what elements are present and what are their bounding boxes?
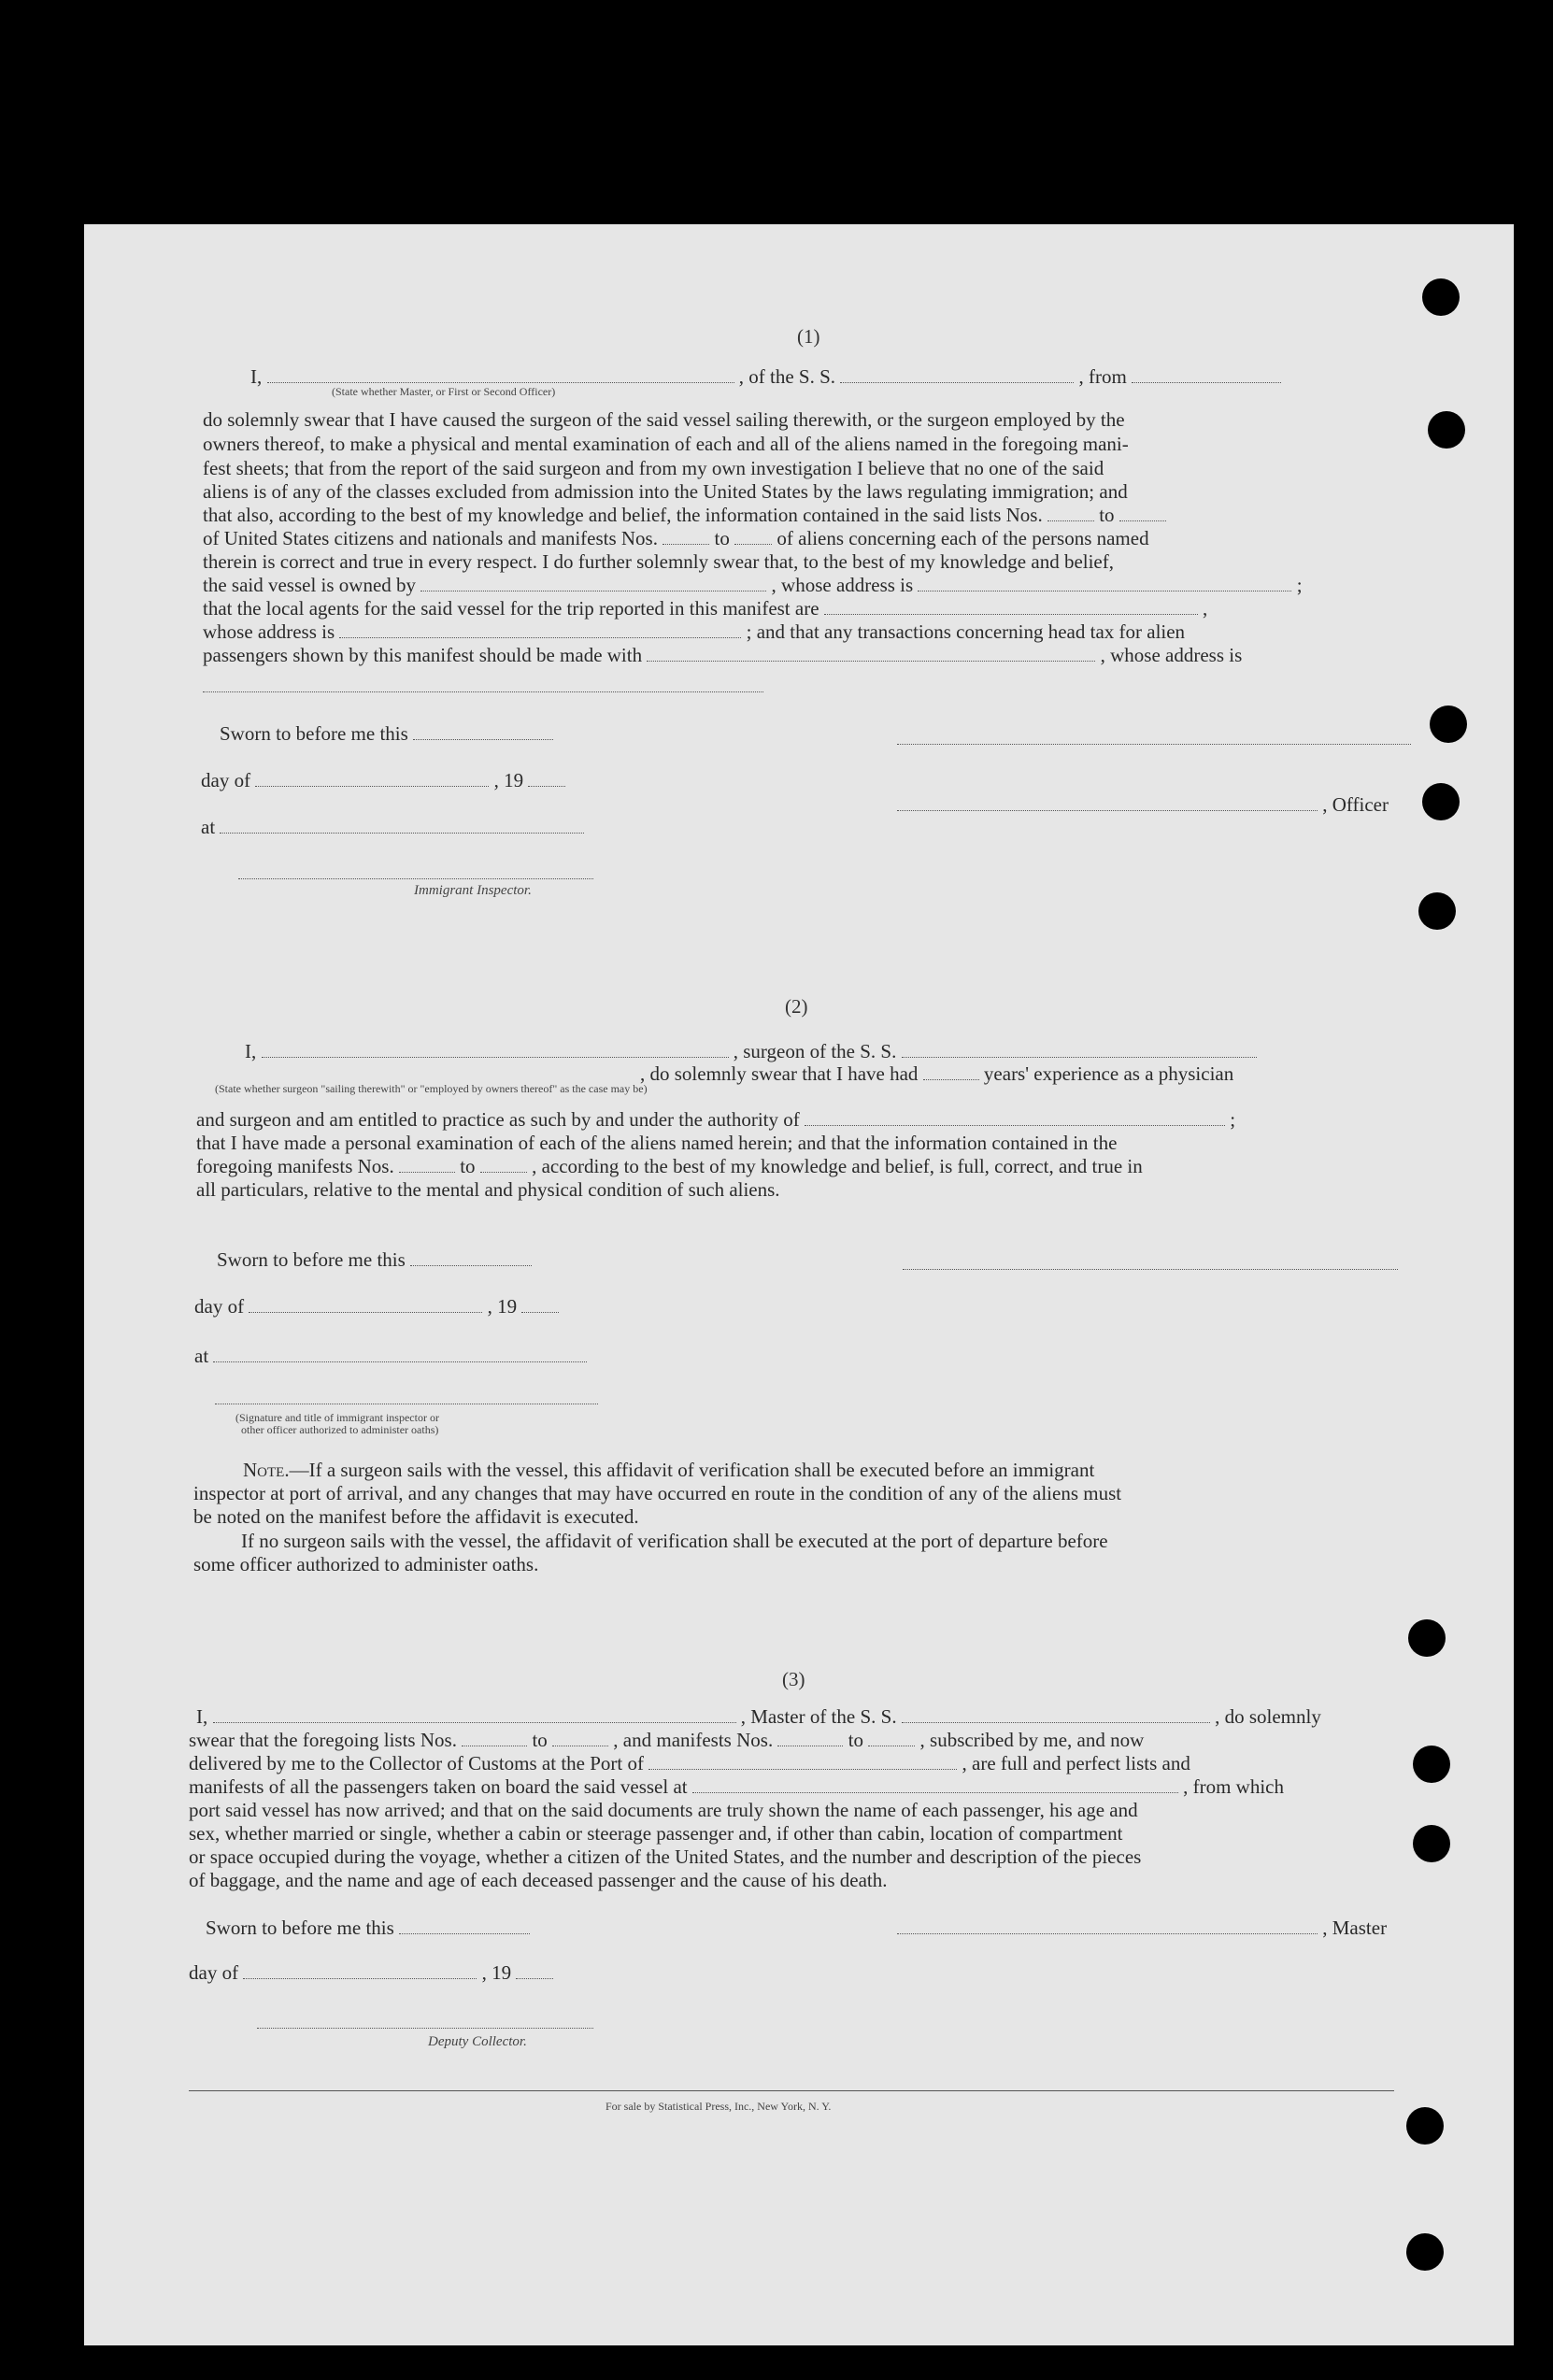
at-label: at <box>194 1345 209 1367</box>
semicolon: ; <box>1296 574 1303 596</box>
subscribed-label: , subscribed by me, and now <box>919 1729 1145 1751</box>
day-blank <box>255 769 489 787</box>
section-1-para-3: fest sheets; that from the report of the said surgeon and from my own investigation I believe that no one of the said <box>203 457 1104 479</box>
sworn-label: Sworn to before me this <box>206 1917 394 1939</box>
surgeon-of-label: , surgeon of the S. S. <box>733 1040 897 1062</box>
punch-hole <box>1430 705 1467 743</box>
para-6-end: of aliens concerning each of the persons named <box>776 527 1149 549</box>
section-1-number: (1) <box>797 325 820 348</box>
deputy-signature-line <box>257 2028 593 2029</box>
deputy-collector-caption: Deputy Collector. <box>428 2034 527 2049</box>
note-line-1 <box>243 1458 1094 1482</box>
para-6-text: of United States citizens and nationals and manifests Nos. <box>203 527 658 549</box>
section-3-number: (3) <box>782 1668 805 1690</box>
section-2-line-i <box>245 1039 1257 1063</box>
master-name-blank <box>213 1705 736 1723</box>
manifests-from-blank <box>777 1729 843 1746</box>
day-blank <box>249 1295 482 1313</box>
officer-signature-line-1 <box>897 744 1411 745</box>
punch-hole <box>1406 2107 1444 2145</box>
sworn-label: Sworn to before me this <box>220 722 408 745</box>
i-label: I, <box>250 365 263 388</box>
to-label: to <box>1099 504 1115 526</box>
sworn-blank <box>410 1248 532 1266</box>
owner-blank <box>420 574 766 591</box>
punch-hole <box>1408 1619 1446 1657</box>
semicolon: ; <box>1230 1108 1236 1131</box>
section-3-line-5: sex, whether married or single, whether a cabin or steerage passenger and, if other than cabin, location of compartment <box>189 1822 1123 1845</box>
section-1-day <box>201 768 565 792</box>
owner-address-blank <box>918 574 1291 591</box>
of-ss-label: , of the S. S. <box>738 365 836 388</box>
surgeon-signature-line <box>903 1269 1398 1270</box>
punch-hole <box>1418 892 1456 930</box>
section-1-para-2: owners thereof, to make a physical and mental examination of each and all of the aliens named in the foregoing mani- <box>203 433 1129 455</box>
day-of-label: day of <box>201 769 251 791</box>
year-blank <box>528 769 565 787</box>
lists-from-blank <box>1047 504 1094 521</box>
note-text-1: —If a surgeon sails with the vessel, this affidavit of verification shall be executed before an immigrant <box>289 1459 1095 1481</box>
year-label: , 19 <box>481 1961 512 1984</box>
signature-caption-1: (Signature and title of immigrant inspector or <box>235 1411 439 1424</box>
inspector-signature-line <box>238 878 593 879</box>
full-perfect-label: , are full and perfect lists and <box>962 1752 1190 1774</box>
section-2-line-4: all particulars, relative to the mental and physical condition of such aliens. <box>196 1178 780 1201</box>
i-label: I, <box>245 1040 257 1062</box>
manifests-label: , and manifests Nos. <box>613 1729 774 1751</box>
day-of-label: day of <box>194 1295 245 1318</box>
section-3-line-6: or space occupied during the voyage, whether a citizen of the United States, and the number and description of the pieces <box>189 1846 1142 1868</box>
section-1-para-6 <box>203 526 1149 550</box>
address-continuation-blank <box>203 691 763 692</box>
section-1-sworn <box>220 721 553 746</box>
correct-text: , according to the best of my knowledge and belief, is full, correct, and true in <box>532 1155 1143 1177</box>
collector-label: delivered by me to the Collector of Customs at the Port of <box>189 1752 644 1774</box>
to-label: to <box>714 527 730 549</box>
transactions-blank <box>647 644 1095 662</box>
note-line-2: inspector at port of arrival, and any changes that may have occurred en route in the condition of any of the aliens must <box>193 1482 1122 1504</box>
section-3-master <box>897 1916 1387 1940</box>
section-2-number: (2) <box>785 995 808 1018</box>
section-1-para-4: aliens is of any of the classes excluded from admission into the United States by the laws regulating immigration; and <box>203 480 1128 503</box>
lists-to-blank <box>552 1729 608 1746</box>
lists-from-blank <box>462 1729 527 1746</box>
section-2-line-2: that I have made a personal examination of each of the aliens named herein; and that the information contained in the <box>196 1132 1118 1154</box>
note-line-4: If no surgeon sails with the vessel, the affidavit of verification shall be executed at the port of departure before <box>241 1530 1108 1552</box>
officer-signature-blank <box>897 793 1318 811</box>
master-of-label: , Master of the S. S. <box>740 1705 897 1728</box>
at-label: at <box>201 816 216 838</box>
do-solemnly-label: , do solemnly <box>1215 1705 1321 1728</box>
sworn-blank <box>399 1917 530 1934</box>
owner-address-label: , whose address is <box>771 574 914 596</box>
years-label: years' experience as a physician <box>983 1062 1234 1085</box>
officer-title-blank <box>267 365 734 383</box>
surgeon-ship-blank <box>902 1040 1257 1058</box>
from-label: , from <box>1078 365 1127 388</box>
section-1-para-9 <box>203 596 1207 620</box>
at-blank <box>220 816 584 834</box>
day-blank <box>243 1961 477 1979</box>
punch-hole <box>1428 411 1465 449</box>
section-1-para-10 <box>203 620 1185 644</box>
section-3-line-3 <box>189 1774 1284 1799</box>
section-1-para-11 <box>203 643 1242 667</box>
manifests-from-blank <box>663 527 709 545</box>
agents-blank <box>824 597 1198 615</box>
punch-hole <box>1422 783 1460 820</box>
to-label: to <box>460 1155 476 1177</box>
section-1-para-8 <box>203 573 1303 597</box>
para-5-text: that also, according to the best of my knowledge and belief, the information contained in the said lists Nos. <box>203 504 1043 526</box>
section-3-line-4: port said vessel has now arrived; and that on the said documents are truly shown the name of each passenger, his age and <box>189 1799 1138 1821</box>
section-2-day <box>194 1294 559 1318</box>
section-1-para-7: therein is correct and true in every respect. I do further solemnly swear that, to the best of my knowledge and belief, <box>203 550 1114 573</box>
manifests-to-blank <box>734 527 772 545</box>
section-1-para-1: do solemnly swear that I have caused the surgeon of the said vessel sailing therewith, or the surgeon employed by the <box>203 408 1125 431</box>
section-2-line-1 <box>196 1107 1235 1132</box>
to-label-2: to <box>848 1729 864 1751</box>
year-label: , 19 <box>487 1295 518 1318</box>
lists-to-blank <box>1119 504 1166 521</box>
lists-label: swear that the foregoing lists Nos. <box>189 1729 457 1751</box>
owned-by-label: the said vessel is owned by <box>203 574 417 596</box>
section-3-day <box>189 1960 553 1985</box>
sworn-blank <box>413 722 553 740</box>
section-2-at <box>194 1344 587 1368</box>
printer-footer: For sale by Statistical Press, Inc., New York, N. Y. <box>606 2100 832 2113</box>
years-blank <box>923 1062 979 1080</box>
authority-blank <box>805 1108 1225 1126</box>
section-3-line-1 <box>189 1728 1144 1752</box>
signature-caption-2: other officer authorized to administer oaths) <box>241 1423 439 1436</box>
manifests-to-blank <box>480 1155 527 1173</box>
to-label: to <box>532 1729 548 1751</box>
manifests-to-blank <box>868 1729 915 1746</box>
authority-label: and surgeon and am entitled to practice as such by and under the authority of <box>196 1108 800 1131</box>
section-1-officer <box>897 792 1389 817</box>
footer-rule <box>189 2090 1394 2091</box>
whose-address-label: , whose address is <box>1100 644 1243 666</box>
section-2-sworn <box>217 1247 532 1272</box>
section-1-para-5 <box>203 503 1166 527</box>
sworn-label: Sworn to before me this <box>217 1248 406 1271</box>
section-3-line-i <box>196 1704 1321 1729</box>
boarding-port-blank <box>692 1775 1178 1793</box>
surgeon-caption: (State whether surgeon "sailing therewith" or "employed by owners thereof" as the case may be) <box>215 1082 648 1095</box>
comma: , <box>1203 597 1208 620</box>
agents-address-blank <box>339 620 741 638</box>
year-blank <box>516 1961 553 1979</box>
ship-name-blank <box>902 1705 1210 1723</box>
section-3-line-2 <box>189 1751 1190 1775</box>
punch-hole <box>1422 278 1460 316</box>
head-tax-text: ; and that any transactions concerning head tax for alien <box>746 620 1186 643</box>
section-2-line-swear <box>640 1062 1233 1086</box>
punch-hole <box>1406 2233 1444 2271</box>
port-blank <box>648 1752 957 1770</box>
agents-address-label: whose address is <box>203 620 335 643</box>
taken-on-board-label: manifests of all the passengers taken on board the said vessel at <box>189 1775 688 1798</box>
day-of-label: day of <box>189 1961 239 1984</box>
surgeon-type-blank <box>262 1040 729 1058</box>
section-3-sworn <box>206 1916 530 1940</box>
note-label: Note. <box>243 1459 290 1481</box>
at-blank <box>213 1345 587 1362</box>
year-blank <box>521 1295 559 1313</box>
punch-hole <box>1413 1746 1450 1783</box>
swear-label: , do solemnly swear that I have had <box>640 1062 919 1085</box>
punch-hole <box>1413 1825 1450 1862</box>
section-2-line-3 <box>196 1154 1143 1178</box>
immigrant-inspector-caption: Immigrant Inspector. <box>414 883 532 898</box>
master-label: , Master <box>1322 1917 1388 1939</box>
from-port-blank <box>1132 365 1281 383</box>
master-signature-blank <box>897 1917 1318 1934</box>
i-label: I, <box>196 1705 208 1728</box>
note-line-3: be noted on the manifest before the affidavit is executed. <box>193 1505 639 1528</box>
state-caption: (State whether Master, or First or Second Officer) <box>332 385 556 398</box>
transactions-label: passengers shown by this manifest should be made with <box>203 644 643 666</box>
year-label: , 19 <box>493 769 524 791</box>
manifests-from-blank <box>399 1155 455 1173</box>
form-sheet <box>84 224 1514 2345</box>
note-line-5: some officer authorized to administer oaths. <box>193 1553 539 1575</box>
manifests-label: foregoing manifests Nos. <box>196 1155 394 1177</box>
from-which-label: , from which <box>1183 1775 1284 1798</box>
ship-name-blank <box>840 365 1074 383</box>
agents-label: that the local agents for the said vessel for the trip reported in this manifest are <box>203 597 819 620</box>
officer-label: , Officer <box>1322 793 1389 816</box>
section-3-line-7: of baggage, and the name and age of each deceased passenger and the cause of his death. <box>189 1869 888 1891</box>
section-1-at <box>201 815 584 839</box>
